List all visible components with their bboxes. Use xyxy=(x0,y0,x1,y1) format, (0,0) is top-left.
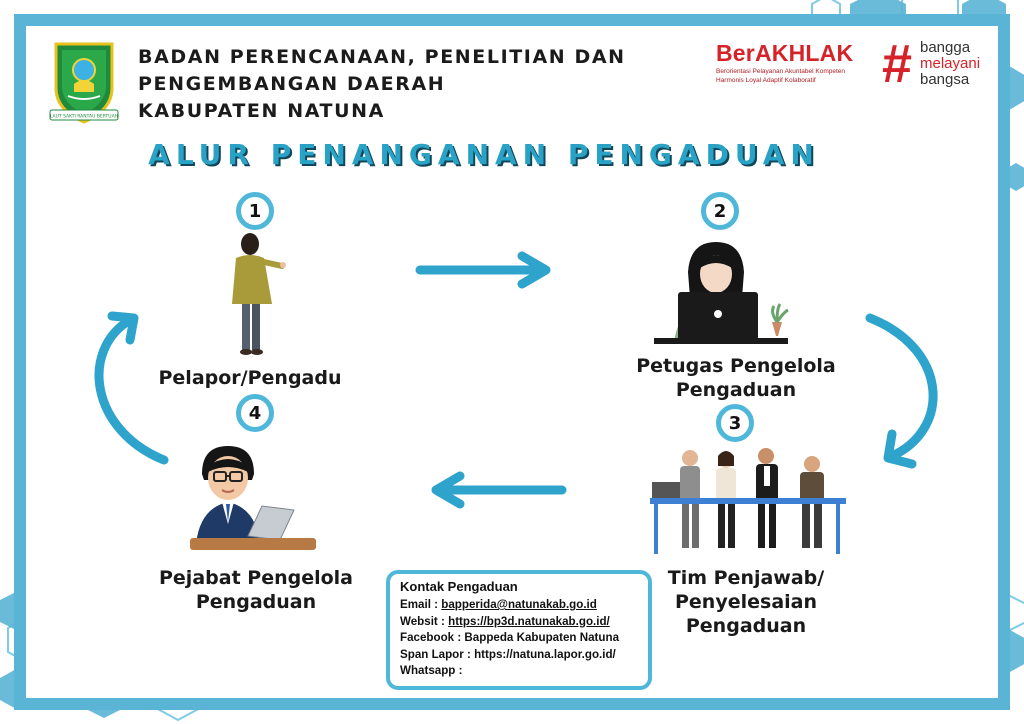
step-label-2 xyxy=(616,354,856,402)
step-label-4-line-2: Pengaduan xyxy=(195,591,317,613)
officer-laptop-icon xyxy=(650,238,800,346)
berakhlak-tagline-2: Harmonis Loyal Adaptif Kolaboratif xyxy=(716,77,816,84)
contact-span-lapor: Span Lapor : https://natuna.lapor.go.id/ xyxy=(400,647,616,661)
hashtag-icon: # xyxy=(882,34,913,94)
step-label-4-line-1: Pejabat Pengelola xyxy=(159,567,353,589)
contact-email-link[interactable]: bapperida@natunakab.go.id xyxy=(441,598,597,611)
team-meeting-icon xyxy=(650,446,846,556)
contact-whatsapp: Whatsapp : xyxy=(400,664,463,677)
step-label-4 xyxy=(146,566,366,614)
person-standing-icon xyxy=(228,232,288,360)
step-label-2-line-2: Pengaduan xyxy=(675,379,797,401)
step-badge-4: 4 xyxy=(236,394,274,432)
step-badge-2: 2 xyxy=(701,192,739,230)
berakhlak-word: BerAKHLAK xyxy=(716,40,854,66)
step-badge-1: 1 xyxy=(236,192,274,230)
contact-email-label: Email : xyxy=(400,598,442,611)
page-title: ALUR PENANGANAN PENGADUAN xyxy=(148,138,820,171)
step-label-2-line-1: Petugas Pengelola xyxy=(636,355,836,377)
contact-website-row xyxy=(400,614,648,631)
agency-line-3: KABUPATEN NATUNA xyxy=(138,100,385,122)
step-label-3-line-3: Pengaduan xyxy=(685,615,807,637)
step-label-3-line-2: Penyelesaian xyxy=(675,591,817,613)
contact-facebook: Facebook : Bappeda Kabupaten Natuna xyxy=(400,631,620,644)
step-label-3 xyxy=(636,566,856,638)
arrow-step2-to-step3 xyxy=(870,318,933,456)
bangga-word-1: bangga xyxy=(920,39,971,56)
agency-line-1: BADAN PERENCANAAN, PENELITIAN DAN xyxy=(138,46,626,68)
berakhlak-tagline-1: Berorientasi Pelayanan Akuntabel Kompeten xyxy=(716,68,846,75)
contact-email-row xyxy=(400,597,648,614)
step-label-1: Pelapor/Pengadu xyxy=(158,367,342,389)
official-desk-icon xyxy=(186,444,320,556)
step-badge-3: 3 xyxy=(716,404,754,442)
agency-line-2: PENGEMBANGAN DAERAH xyxy=(138,73,446,95)
contact-website-link[interactable]: https://bp3d.natunakab.go.id/ xyxy=(448,614,610,628)
step-label-3-line-1: Tim Penjawab/ xyxy=(667,567,825,589)
bangga-word-2: melayani xyxy=(920,55,981,72)
contact-website-label: Websit : xyxy=(400,614,449,628)
contact-box xyxy=(386,570,652,690)
contact-title: Kontak Pengaduan xyxy=(400,579,518,594)
logo-banner-text: LAUT SAKTI RANTAU BERTUAH xyxy=(49,114,119,120)
bangga-word-3: bangsa xyxy=(920,71,970,88)
